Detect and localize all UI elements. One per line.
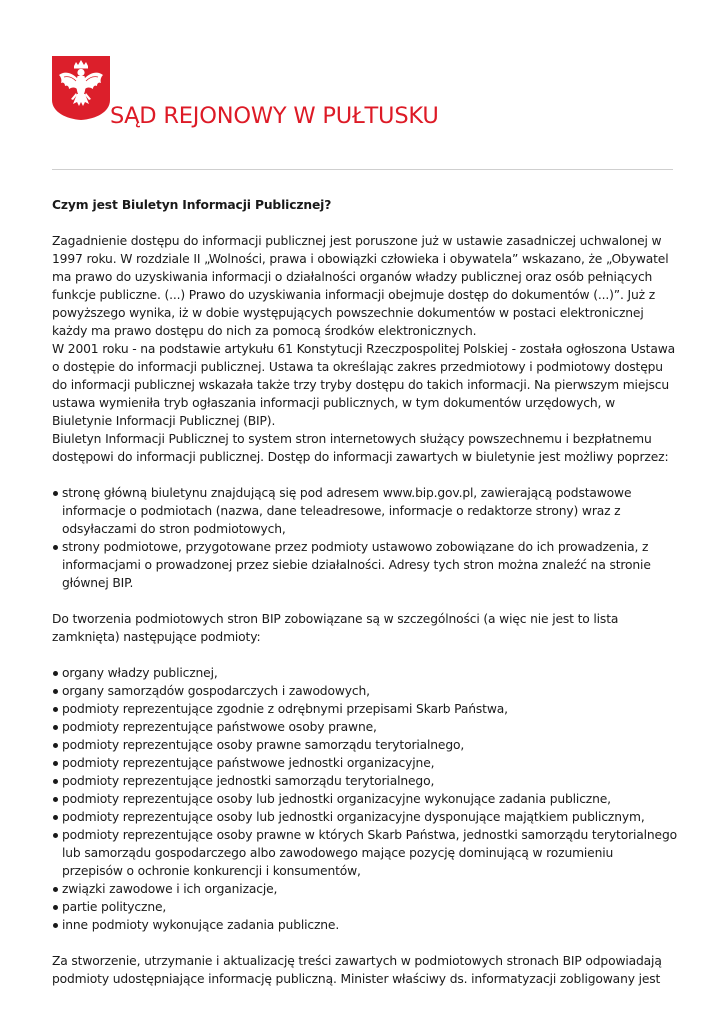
- header-divider: [52, 169, 673, 170]
- court-name: SĄD REJONOWY W PUŁTUSKU: [110, 103, 439, 129]
- list-item: podmioty reprezentujące osoby prawne w których Skarb Państwa, jednostki samorządu terytorialnego lub samorządu gospodarczego albo zawodowego mające pozycję dominującą w rozumieniu przepisów o ochronie konkurencji i konsumentów,: [52, 826, 677, 880]
- list-item: stronę główną biuletynu znajdującą się pod adresem www.bip.gov.pl, zawierającą podstawowe informacje o podmiotach (nazwa, dane teleadresowe, informacje o redaktorze strony) wraz z odsyłaczami do stron podmiotowych,: [52, 484, 677, 538]
- entities-list: [52, 664, 677, 934]
- article-title: Czym jest Biuletyn Informacji Publicznej?: [52, 198, 332, 212]
- polish-eagle-emblem-icon: [52, 56, 110, 120]
- article-content: [52, 196, 677, 988]
- act-2001-paragraph: W 2001 roku - na podstawie artykułu 61 Konstytucji Rzeczpospolitej Polskiej - została ogłoszona Ustawa o dostępie do informacji publicznej. Ustawa ta określając zakres przedmiotowy i podmiotowy dostępu do informacji publicznej wskazała także trzy tryby dostępu do takich informacji. Na pierwszym miejscu ustawa wymieniła tryb ogłaszania informacji publicznych, w tym dokumentów urzędowych, w Biuletynie Informacji Publicznej (BIP).: [52, 342, 676, 428]
- list-item: strony podmiotowe, przygotowane przez podmioty ustawowo zobowiązane do ich prowadzenia, z informacjami o prowadzonej przez siebie działalności. Adresy tych stron można znaleźć na stronie głównej BIP.: [52, 538, 677, 592]
- list-item: organy władzy publicznej,: [52, 664, 677, 682]
- list-item: podmioty reprezentujące państwowe osoby prawne,: [52, 718, 677, 736]
- list-item: związki zawodowe i ich organizacje,: [52, 880, 677, 898]
- list-item: podmioty reprezentujące jednostki samorządu terytorialnego,: [52, 772, 677, 790]
- list-item: podmioty reprezentujące państwowe jednostki organizacyjne,: [52, 754, 677, 772]
- list-item: partie polityczne,: [52, 898, 677, 916]
- entities-intro-paragraph: Do tworzenia podmiotowych stron BIP zobowiązane są w szczególności (a więc nie jest to lista zamknięta) następujące podmioty:: [52, 612, 619, 644]
- bip-definition-paragraph: Biuletyn Informacji Publicznej to system stron internetowych służący powszechnemu i bezpłatnemu dostępowi do informacji publicznej. Dostęp do informacji zawartych w biuletynie jest możliwy poprzez:: [52, 432, 669, 464]
- list-item: podmioty reprezentujące zgodnie z odrębnymi przepisami Skarb Państwa,: [52, 700, 677, 718]
- page-header: [52, 56, 672, 136]
- list-item: podmioty reprezentujące osoby prawne samorządu terytorialnego,: [52, 736, 677, 754]
- list-item: organy samorządów gospodarczych i zawodowych,: [52, 682, 677, 700]
- list-item: inne podmioty wykonujące zadania publiczne.: [52, 916, 677, 934]
- access-list: [52, 484, 677, 592]
- list-item: podmioty reprezentujące osoby lub jednostki organizacyjne dysponujące majątkiem publicznym,: [52, 808, 677, 826]
- closing-paragraph: Za stworzenie, utrzymanie i aktualizację treści zawartych w podmiotowych stronach BIP odpowiadają podmioty udostępniające informację publiczną. Minister właściwy ds. informatyzacji zobligowany jest: [52, 954, 662, 986]
- intro-paragraph: Zagadnienie dostępu do informacji publicznej jest poruszone już w ustawie zasadniczej uchwalonej w 1997 roku. W rozdziale II „Wolności, prawa i obowiązki człowieka i obywatela” wskazano, że „Obywatel ma prawo do uzyskiwania informacji o działalności organów władzy publicznej oraz osób pełniących funkcje publiczne. (...) Prawo do uzyskiwania informacji obejmuje dostęp do dokumentów (...)”. Już z powyższego wynika, iż w dobie występujących powszechnie dokumentów w postaci elektronicznej każdy ma prawo dostępu do nich za pomocą środków elektronicznych.: [52, 234, 669, 338]
- list-item: podmioty reprezentujące osoby lub jednostki organizacyjne wykonujące zadania publiczne,: [52, 790, 677, 808]
